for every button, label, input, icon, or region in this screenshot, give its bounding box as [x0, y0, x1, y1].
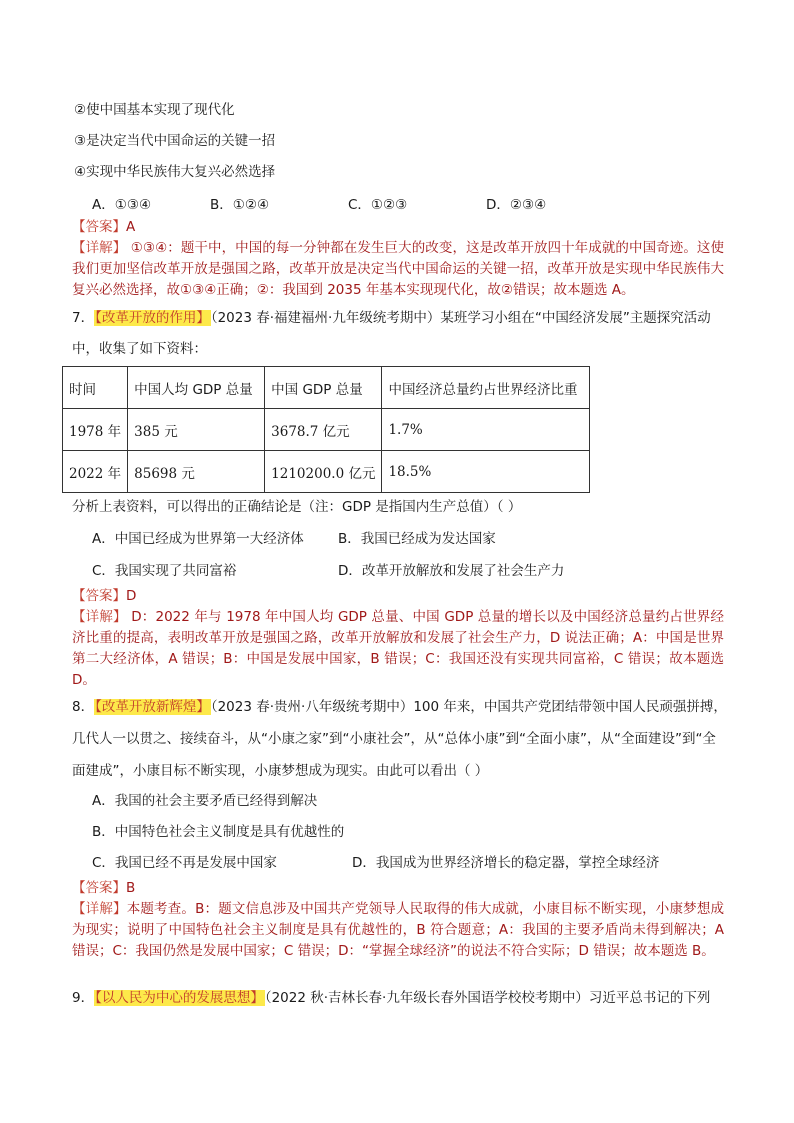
- q6-item-2: ②使中国基本实现了现代化: [74, 102, 235, 118]
- data-table: [62, 366, 590, 493]
- q7-option-a: A．中国已经成为世界第一大经济体: [92, 531, 304, 547]
- topic-tag: 【改革开放的作用】: [95, 310, 210, 326]
- table-cell: 18.5%: [382, 451, 590, 493]
- table-header-cell: 中国人均 GDP 总量: [128, 367, 265, 409]
- table-header-cell: 中国 GDP 总量: [265, 367, 382, 409]
- topic-tag: 【以人民为中心的发展思想】: [95, 990, 264, 1006]
- answer-label: 【答案】: [72, 880, 126, 896]
- q7-stem: 中，收集了如下资料：: [72, 341, 207, 357]
- table-cell: 385 元: [128, 409, 265, 451]
- q7-question: 分析上表资料，可以得出的正确结论是（注：GDP 是指国内生产总值）（ ）: [72, 499, 522, 515]
- q8-header: [72, 697, 727, 717]
- q8-option-c: C．我国已经不再是发展中国家: [92, 855, 277, 871]
- question-number: 7．: [72, 310, 95, 326]
- q8-answer: [72, 878, 135, 898]
- question-source: （2023 春·贵州·八年级统考期中）100 年来，中国共产党团结带领中国人民顽强拼搏，: [210, 699, 727, 715]
- q8-detail: [72, 899, 724, 962]
- q6-answer: [72, 217, 135, 237]
- question-source: （2023 春·福建福州·九年级统考期中）某班学习小组在“中国经济发展”主题探究活动: [210, 310, 711, 326]
- q6-item-3: ③是决定当代中国命运的关键一招: [74, 133, 276, 149]
- q7-detail: [72, 607, 724, 691]
- q6-option-b: B．①②④: [210, 197, 270, 213]
- question-number: 9．: [72, 990, 95, 1006]
- answer-value: B: [126, 880, 136, 896]
- detail-label: 【详解】: [72, 609, 127, 625]
- table-row: [63, 409, 590, 451]
- q7-header: [72, 308, 711, 328]
- q8-stem-line-3: 面建成”，小康目标不断实现，小康梦想成为现实。由此可以看出（ ）: [72, 763, 489, 779]
- table-cell: 3678.7 亿元: [265, 409, 382, 451]
- q6-item-4: ④实现中华民族伟大复兴必然选择: [74, 164, 276, 180]
- topic-tag: 【改革开放新辉煌】: [95, 699, 210, 715]
- q8-stem-line-2: 几代人一以贯之、接续奋斗，从“小康之家”到“小康社会”，从“总体小康”到“全面小康”，从“全面建设”到“全: [72, 731, 716, 747]
- q6-option-d: D．②③④: [486, 197, 547, 213]
- table-row: [63, 451, 590, 493]
- detail-text: D：2022 年与 1978 年中国人均 GDP 总量、中国 GDP 总量的增长以及中国经济总量约占世界经济比重的提高，表明改革开放是强国之路，改革开放解放和发展了社会生产力，D 说法正确；A：中国是世界第二大经济体，A 错误；B：中国是发展中国家，B 错误；C：我国还没有实现共同富裕，C 错误；故本题选 D。: [72, 609, 724, 688]
- detail-label: 【详解】: [72, 240, 127, 256]
- answer-label: 【答案】: [72, 588, 126, 604]
- table-cell: 85698 元: [128, 451, 265, 493]
- q8-option-b: B．中国特色社会主义制度是具有优越性的: [92, 824, 345, 840]
- table-header-cell: 时间: [63, 367, 128, 409]
- q6-option-c: C．①②③: [348, 197, 408, 213]
- detail-label: 【详解】: [72, 901, 127, 917]
- question-source: （2022 秋·吉林长春·九年级长春外国语学校校考期中）习近平总书记的下列: [264, 990, 711, 1006]
- answer-value: D: [126, 588, 137, 604]
- answer-label: 【答案】: [72, 219, 126, 235]
- table-header-cell: 中国经济总量约占世界经济比重: [382, 367, 590, 409]
- table-cell: 2022 年: [63, 451, 128, 493]
- table-cell: 1978 年: [63, 409, 128, 451]
- table-cell: 1.7%: [382, 409, 590, 451]
- q9-header: [72, 988, 710, 1008]
- q7-option-d: D．改革开放解放和发展了社会生产力: [338, 563, 565, 579]
- answer-value: A: [126, 219, 136, 235]
- q7-option-c: C．我国实现了共同富裕: [92, 563, 237, 579]
- detail-text: ①③④：题干中，中国的每一分钟都在发生巨大的改变，这是改革开放四十年成就的中国奇迹。这使我们更加坚信改革开放是强国之路，改革开放是决定当代中国命运的关键一招，改革开放是实现中华民族伟大复兴必然选择，故①③④正确；②：我国到 2035 年基本实现现代化，故②错误；故本题选 A。: [72, 240, 724, 298]
- q6-option-a: A．①③④: [92, 197, 152, 213]
- q7-option-b: B．我国已经成为发达国家: [338, 531, 496, 547]
- q6-detail: [72, 238, 724, 301]
- q8-option-a: A．我国的社会主要矛盾已经得到解决: [92, 793, 318, 809]
- q7-answer: [72, 586, 136, 606]
- table-cell: 1210200.0 亿元: [265, 451, 382, 493]
- detail-text: 本题考查。B：题文信息涉及中国共产党领导人民取得的伟大成就，小康目标不断实现，小康梦想成为现实；说明了中国特色社会主义制度是具有优越性的，B 符合题意；A：我国的主要矛盾尚未得到解决；A 错误；C：我国仍然是发展中国家；C 错误；D：“掌握全球经济”的说法不符合实际；D 错误；故本题选 B。: [72, 901, 724, 959]
- q8-option-d: D．我国成为世界经济增长的稳定器，掌控全球经济: [352, 855, 660, 871]
- question-number: 8．: [72, 699, 95, 715]
- table-header-row: [63, 367, 590, 409]
